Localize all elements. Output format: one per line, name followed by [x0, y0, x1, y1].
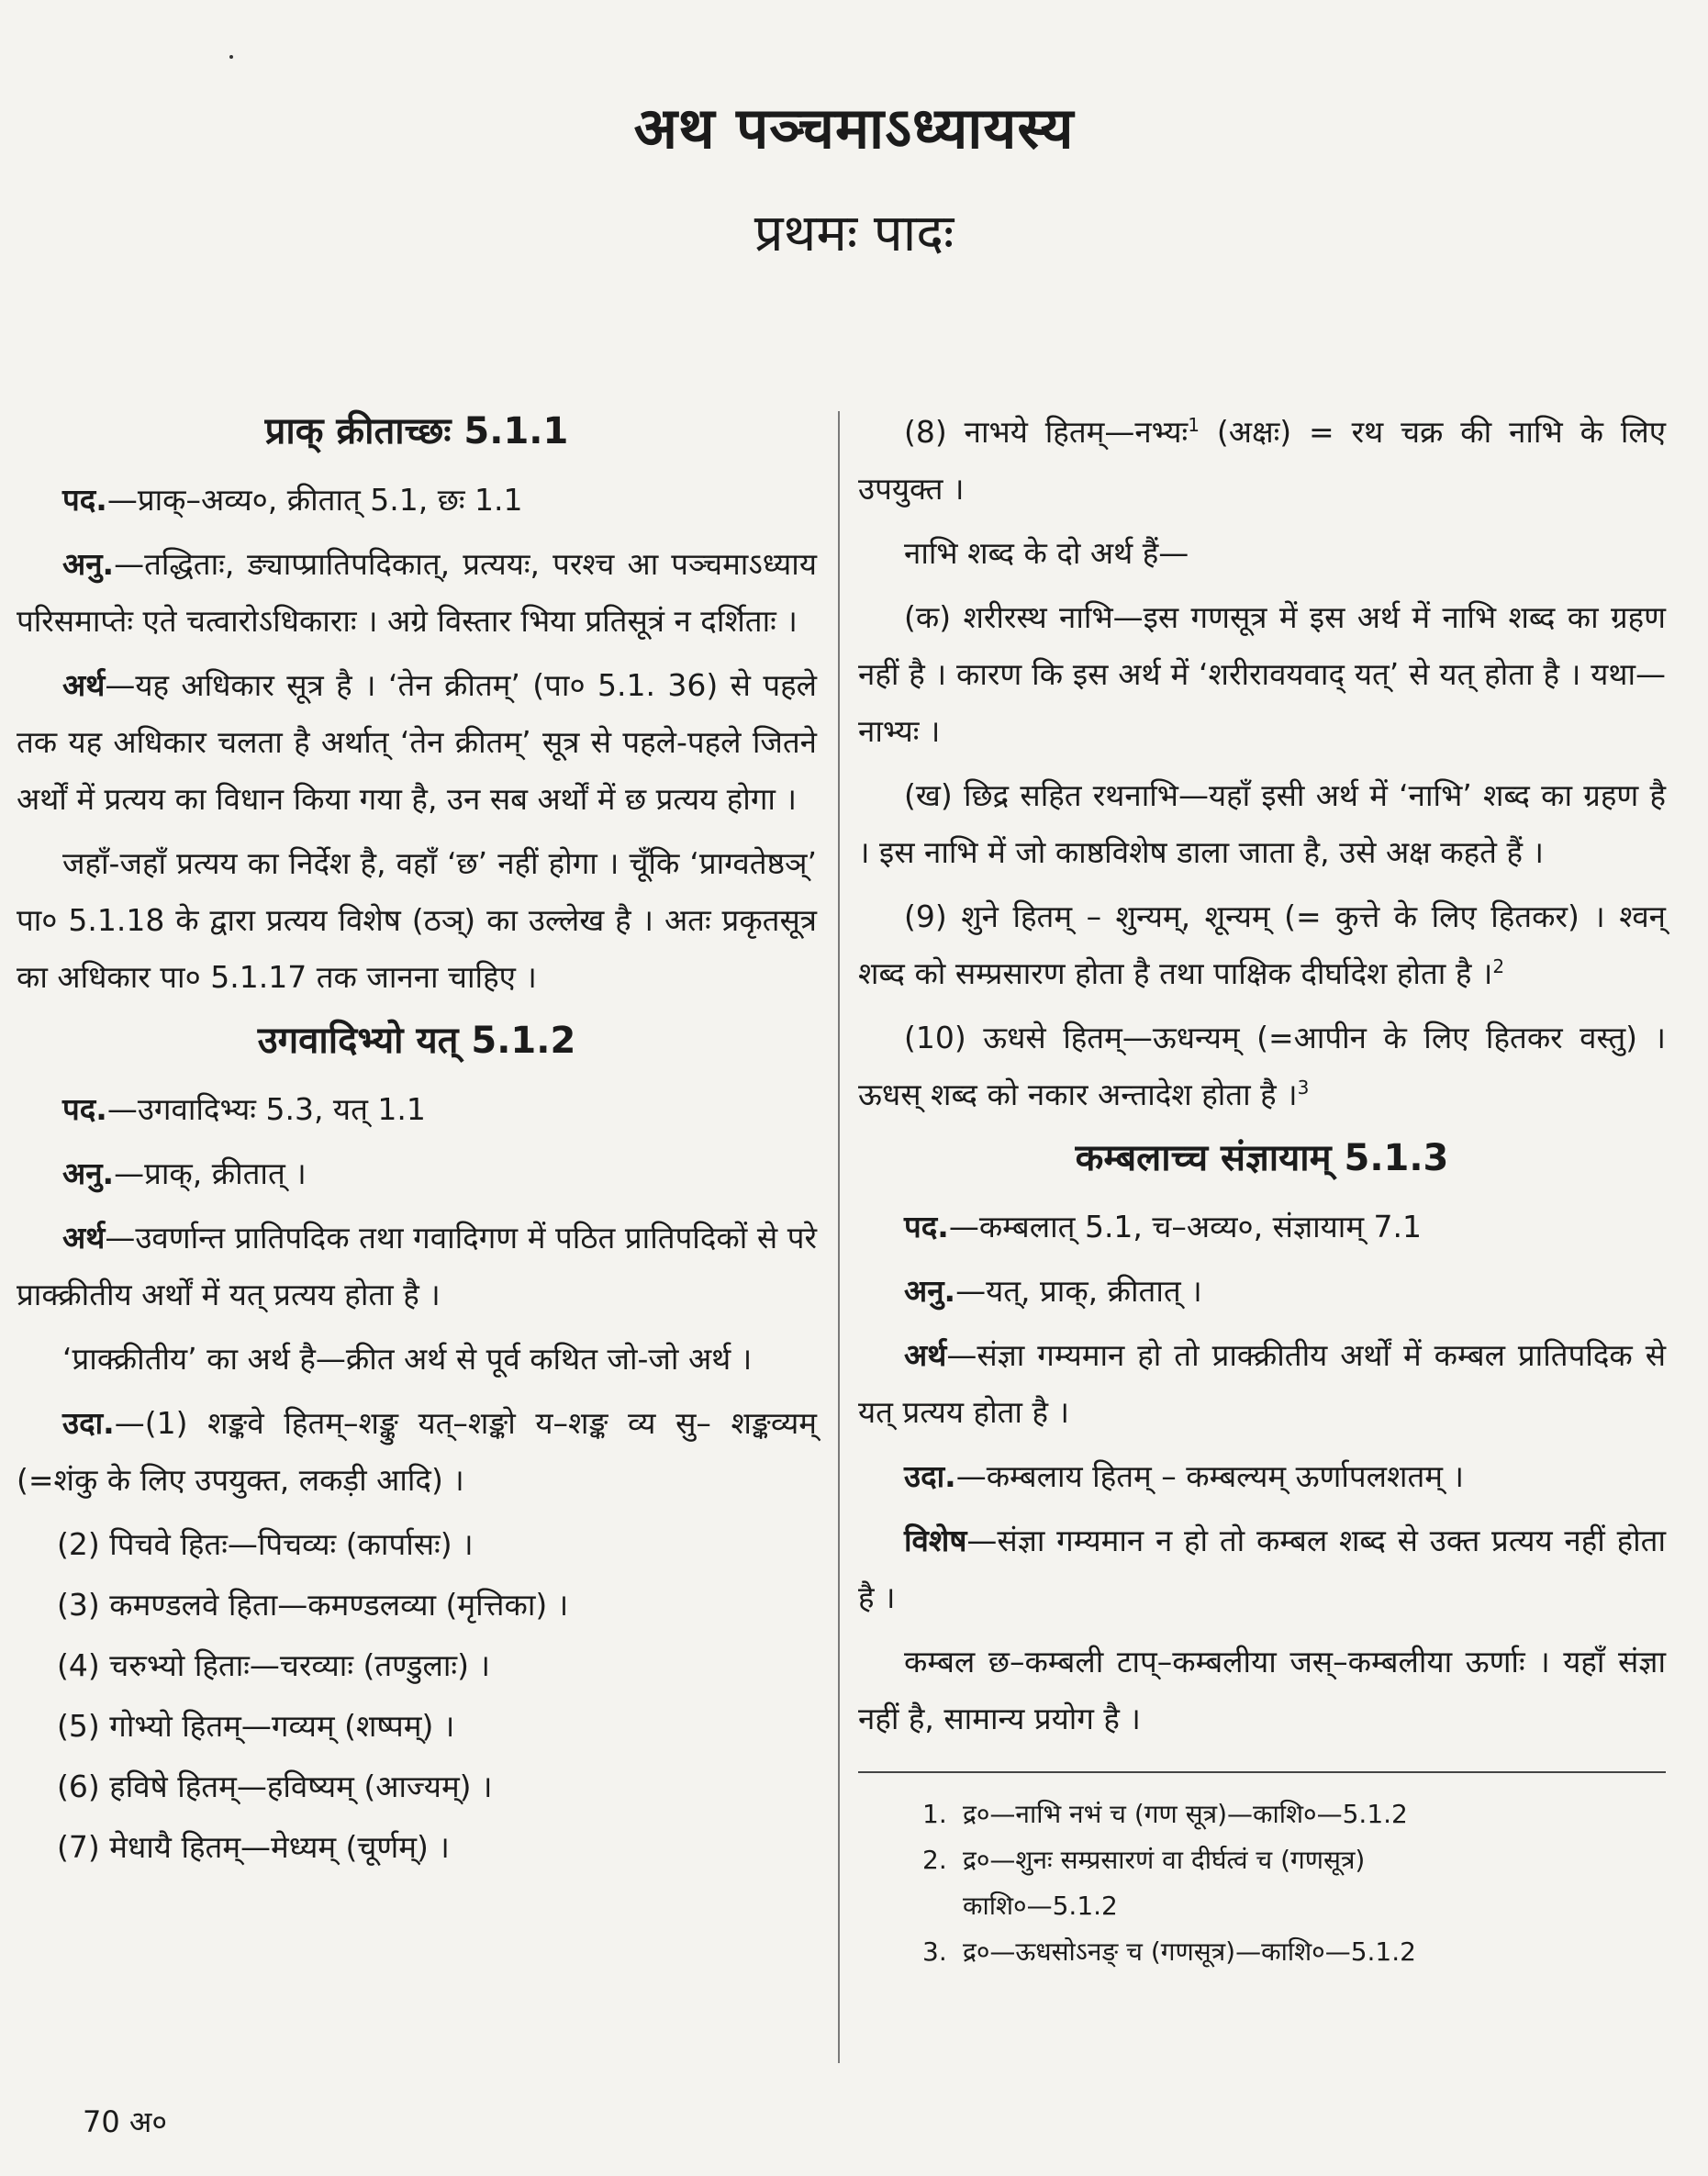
example-item: (2) पिचवे हितः—पिचव्यः (कार्पासः) ।: [57, 1526, 474, 1562]
footnote-2: [858, 1837, 1666, 1883]
uda-label: उदा.: [904, 1458, 956, 1494]
anu-label: अनु.: [62, 1155, 115, 1191]
artha-paragraph: [17, 1210, 817, 1323]
footnote-3: [858, 1929, 1666, 1975]
column-divider: [838, 411, 840, 2063]
pada-label: पद.: [904, 1209, 949, 1244]
vishesh-label: विशेष: [904, 1523, 967, 1558]
footnote-text: द्र०—नाभि नभं च (गण सूत्र)—काशि०—5.1.2: [963, 1799, 1408, 1829]
example-item-8: [858, 404, 1666, 518]
example-item: (3) कमण्डलवे हिता—कमण्डलव्या (मृत्तिका) ।: [57, 1587, 569, 1623]
sutra-heading-5-1-2: उगवादिभ्यो यत् 5.1.2: [257, 1020, 576, 1062]
artha-label: अर्थ: [62, 667, 106, 703]
artha-label: अर्थ: [62, 1220, 106, 1255]
vishesh-text: —संज्ञा गम्यमान न हो तो कम्बल शब्द से उक्त प्रत्यय नहीं होता है ।: [858, 1523, 1666, 1615]
pada-text: —प्राक्–अव्य०, क्रीतात् 5.1, छः 1.1: [106, 482, 523, 518]
footnote-text: द्र०—ऊधसोऽनङ् च (गणसूत्र)—काशि०—5.1.2: [963, 1936, 1416, 1967]
chapter-title: अथ पञ्चमाऽध्यायस्य: [633, 95, 1075, 162]
nabhi-meaning-ka: (क) शरीरस्थ नाभि—इस गणसूत्र में इस अर्थ में नाभि शब्द का ग्रहण नहीं है । कारण कि इस अर्थ में ‘शरीरावयवाद् यत्’ से यत् होता है । यथा—नाभ्यः ।: [858, 599, 1666, 749]
footnote-2-continued: काशि०—5.1.2: [963, 1891, 1118, 1921]
uda-label: उदा.: [62, 1405, 115, 1441]
item8-rest: (अक्षः) = रथ चक्र की नाभि के लिए उपयुक्त ।: [858, 414, 1666, 507]
footnote-1: [858, 1791, 1666, 1837]
pada-paragraph: [17, 472, 817, 529]
example-item: (4) चरुभ्यो हिताः—चरव्याः (तण्डुलाः) ।: [57, 1647, 490, 1683]
vishesh-paragraph: [858, 1512, 1666, 1626]
artha-text: —यह अधिकार सूत्र है । ‘तेन क्रीतम्’ (पा० 5.1. 36) से पहले तक यह अधिकार चलता है अर्थात् ‘तेन क्रीतम्’ सूत्र से पहले-पहले जितने अर्थों में प्रत्यय का विधान किया गया है, उन सब अर्थों में छ प्रत्यय होगा ।: [17, 667, 817, 817]
pada-label: पद.: [62, 482, 107, 518]
example-item: (5) गोभ्यो हितम्—गव्यम् (शष्पम्) ।: [57, 1708, 455, 1744]
item8-text: (8) नाभये हितम्—नभ्यः: [904, 414, 1189, 450]
footnote-number: 2.: [922, 1845, 947, 1875]
example-item-9: [858, 888, 1666, 1002]
anu-label: अनु.: [62, 546, 115, 582]
example-item: (7) मेधायै हितम्—मेध्यम् (चूर्णम्) ।: [57, 1829, 450, 1865]
anu-paragraph: [17, 536, 817, 650]
note-paragraph: ‘प्राक्क्रीतीय’ का अर्थ है—क्रीत अर्थ से पूर्व कथित जो-जो अर्थ ।: [62, 1341, 753, 1377]
right-column: [858, 404, 1666, 1975]
artha-text: —संज्ञा गम्यमान हो तो प्राक्क्रीतीय अर्थों में कम्बल प्रातिपदिक से यत् प्रत्यय होता है ।: [858, 1337, 1666, 1430]
uda-text: —(1) शङ्कवे हितम्–शङ्कु यत्–शङ्को य–शङ्क व्य सु– शङ्कव्यम् (=शंकु के लिए उपयुक्त, लकड़ी आदि) ।: [17, 1405, 817, 1498]
footnote-text: द्र०—शुनः सम्प्रसारणं वा दीर्घत्वं च (गणसूत्र): [963, 1845, 1366, 1875]
nabhi-meaning-kha: (ख) छिद्र सहित रथनाभि—यहाँ इसी अर्थ में ‘नाभि’ शब्द का ग्रहण है । इस नाभि में जो काष्ठविशेष डाला जाता है, उसे अक्ष कहते हैं ।: [858, 777, 1666, 870]
note-paragraph: कम्बल छ–कम्बली टाप्–कम्बलीया जस्–कम्बलीया ऊर्णाः । यहाँ संज्ञा नहीं है, सामान्य प्रयोग है ।: [858, 1644, 1666, 1736]
anu-text: —यत्, प्राक्, क्रीतात् ।: [955, 1273, 1202, 1309]
udaharana-paragraph: [17, 1395, 817, 1509]
anu-label: अनु.: [904, 1273, 956, 1309]
section-subtitle: प्रथमः पादः: [754, 204, 954, 263]
footnote-ref-2: 2: [1492, 955, 1505, 977]
pada-text: —कम्बलात् 5.1, च–अव्य०, संज्ञायाम् 7.1: [948, 1209, 1423, 1244]
anu-text: —तद्धिताः, ङ्याप्प्रातिपदिकात्, प्रत्ययः, परश्च आ पञ्चमाऽध्याय परिसमाप्तेः एते चत्वारोऽधिकाराः । अग्रे विस्तार भिया प्रतिसूत्रं न दर्शिताः ।: [17, 546, 817, 639]
sutra-heading-5-1-3: कम्बलाच्च संज्ञायाम् 5.1.3: [1075, 1137, 1449, 1179]
note-paragraph: जहाँ-जहाँ प्रत्यय का निर्देश है, वहाँ ‘छ’ नहीं होगा । चूँकि ‘प्राग्वतेष्ठञ्’ पा० 5.1.18 के द्वारा प्रत्यय विशेष (ठञ्) का उल्लेख है । अतः प्रकृतसूत्र का अधिकार पा० 5.1.17 तक जानना चाहिए ।: [17, 845, 817, 995]
pada-label: पद.: [62, 1091, 107, 1127]
page-header: [0, 87, 1708, 271]
example-item: (6) हविषे हितम्—हविष्यम् (आज्यम्) ।: [57, 1769, 493, 1804]
page-number: 70 अ०: [83, 2104, 167, 2139]
udaharana-paragraph: [858, 1448, 1666, 1505]
sutra-heading-5-1-1: प्राक् क्रीताच्छः 5.1.1: [264, 410, 569, 452]
footnote-number: 1.: [922, 1799, 947, 1829]
pada-paragraph: [17, 1081, 817, 1138]
pada-text: —उगवादिभ्यः 5.3, यत् 1.1: [106, 1091, 426, 1127]
left-column: [17, 404, 817, 1880]
footnote-ref-1: 1: [1188, 414, 1200, 436]
anu-paragraph: [17, 1145, 817, 1202]
item10-text: (10) ऊधसे हितम्—ऊधन्यम् (=आपीन के लिए हितकर वस्तु) । ऊधस् शब्द को नकार अन्तादेश होता है ।: [858, 1020, 1666, 1112]
footnote-ref-3: 3: [1297, 1077, 1310, 1099]
artha-label: अर्थ: [904, 1337, 947, 1373]
pada-paragraph: [858, 1199, 1666, 1255]
uda-text: —कम्बलाय हितम् – कम्बल्यम् ऊर्णापलशतम् ।: [955, 1458, 1465, 1494]
ink-dot: [229, 55, 233, 59]
artha-paragraph: [17, 657, 817, 828]
example-item-10: [858, 1010, 1666, 1123]
item9-text: (9) शुने हितम् – शुन्यम्, शून्यम् (= कुत्ते के लिए हितकर) । श्वन् शब्द को सम्प्रसारण होता है तथा पाक्षिक दीर्घादेश होता है ।: [858, 898, 1666, 991]
anu-text: —प्राक्, क्रीतात् ।: [114, 1155, 307, 1191]
anu-paragraph: [858, 1263, 1666, 1320]
footnote-number: 3.: [922, 1936, 947, 1967]
footnote-rule: [858, 1771, 1666, 1773]
artha-paragraph: [858, 1327, 1666, 1441]
nabhi-intro: नाभि शब्द के दो अर्थ हैं—: [904, 535, 1189, 571]
artha-text: —उवर्णान्त प्रातिपदिक तथा गवादिगण में पठित प्रातिपदिकों से परे प्राक्क्रीतीय अर्थों में यत् प्रत्यय होता है ।: [17, 1220, 817, 1312]
